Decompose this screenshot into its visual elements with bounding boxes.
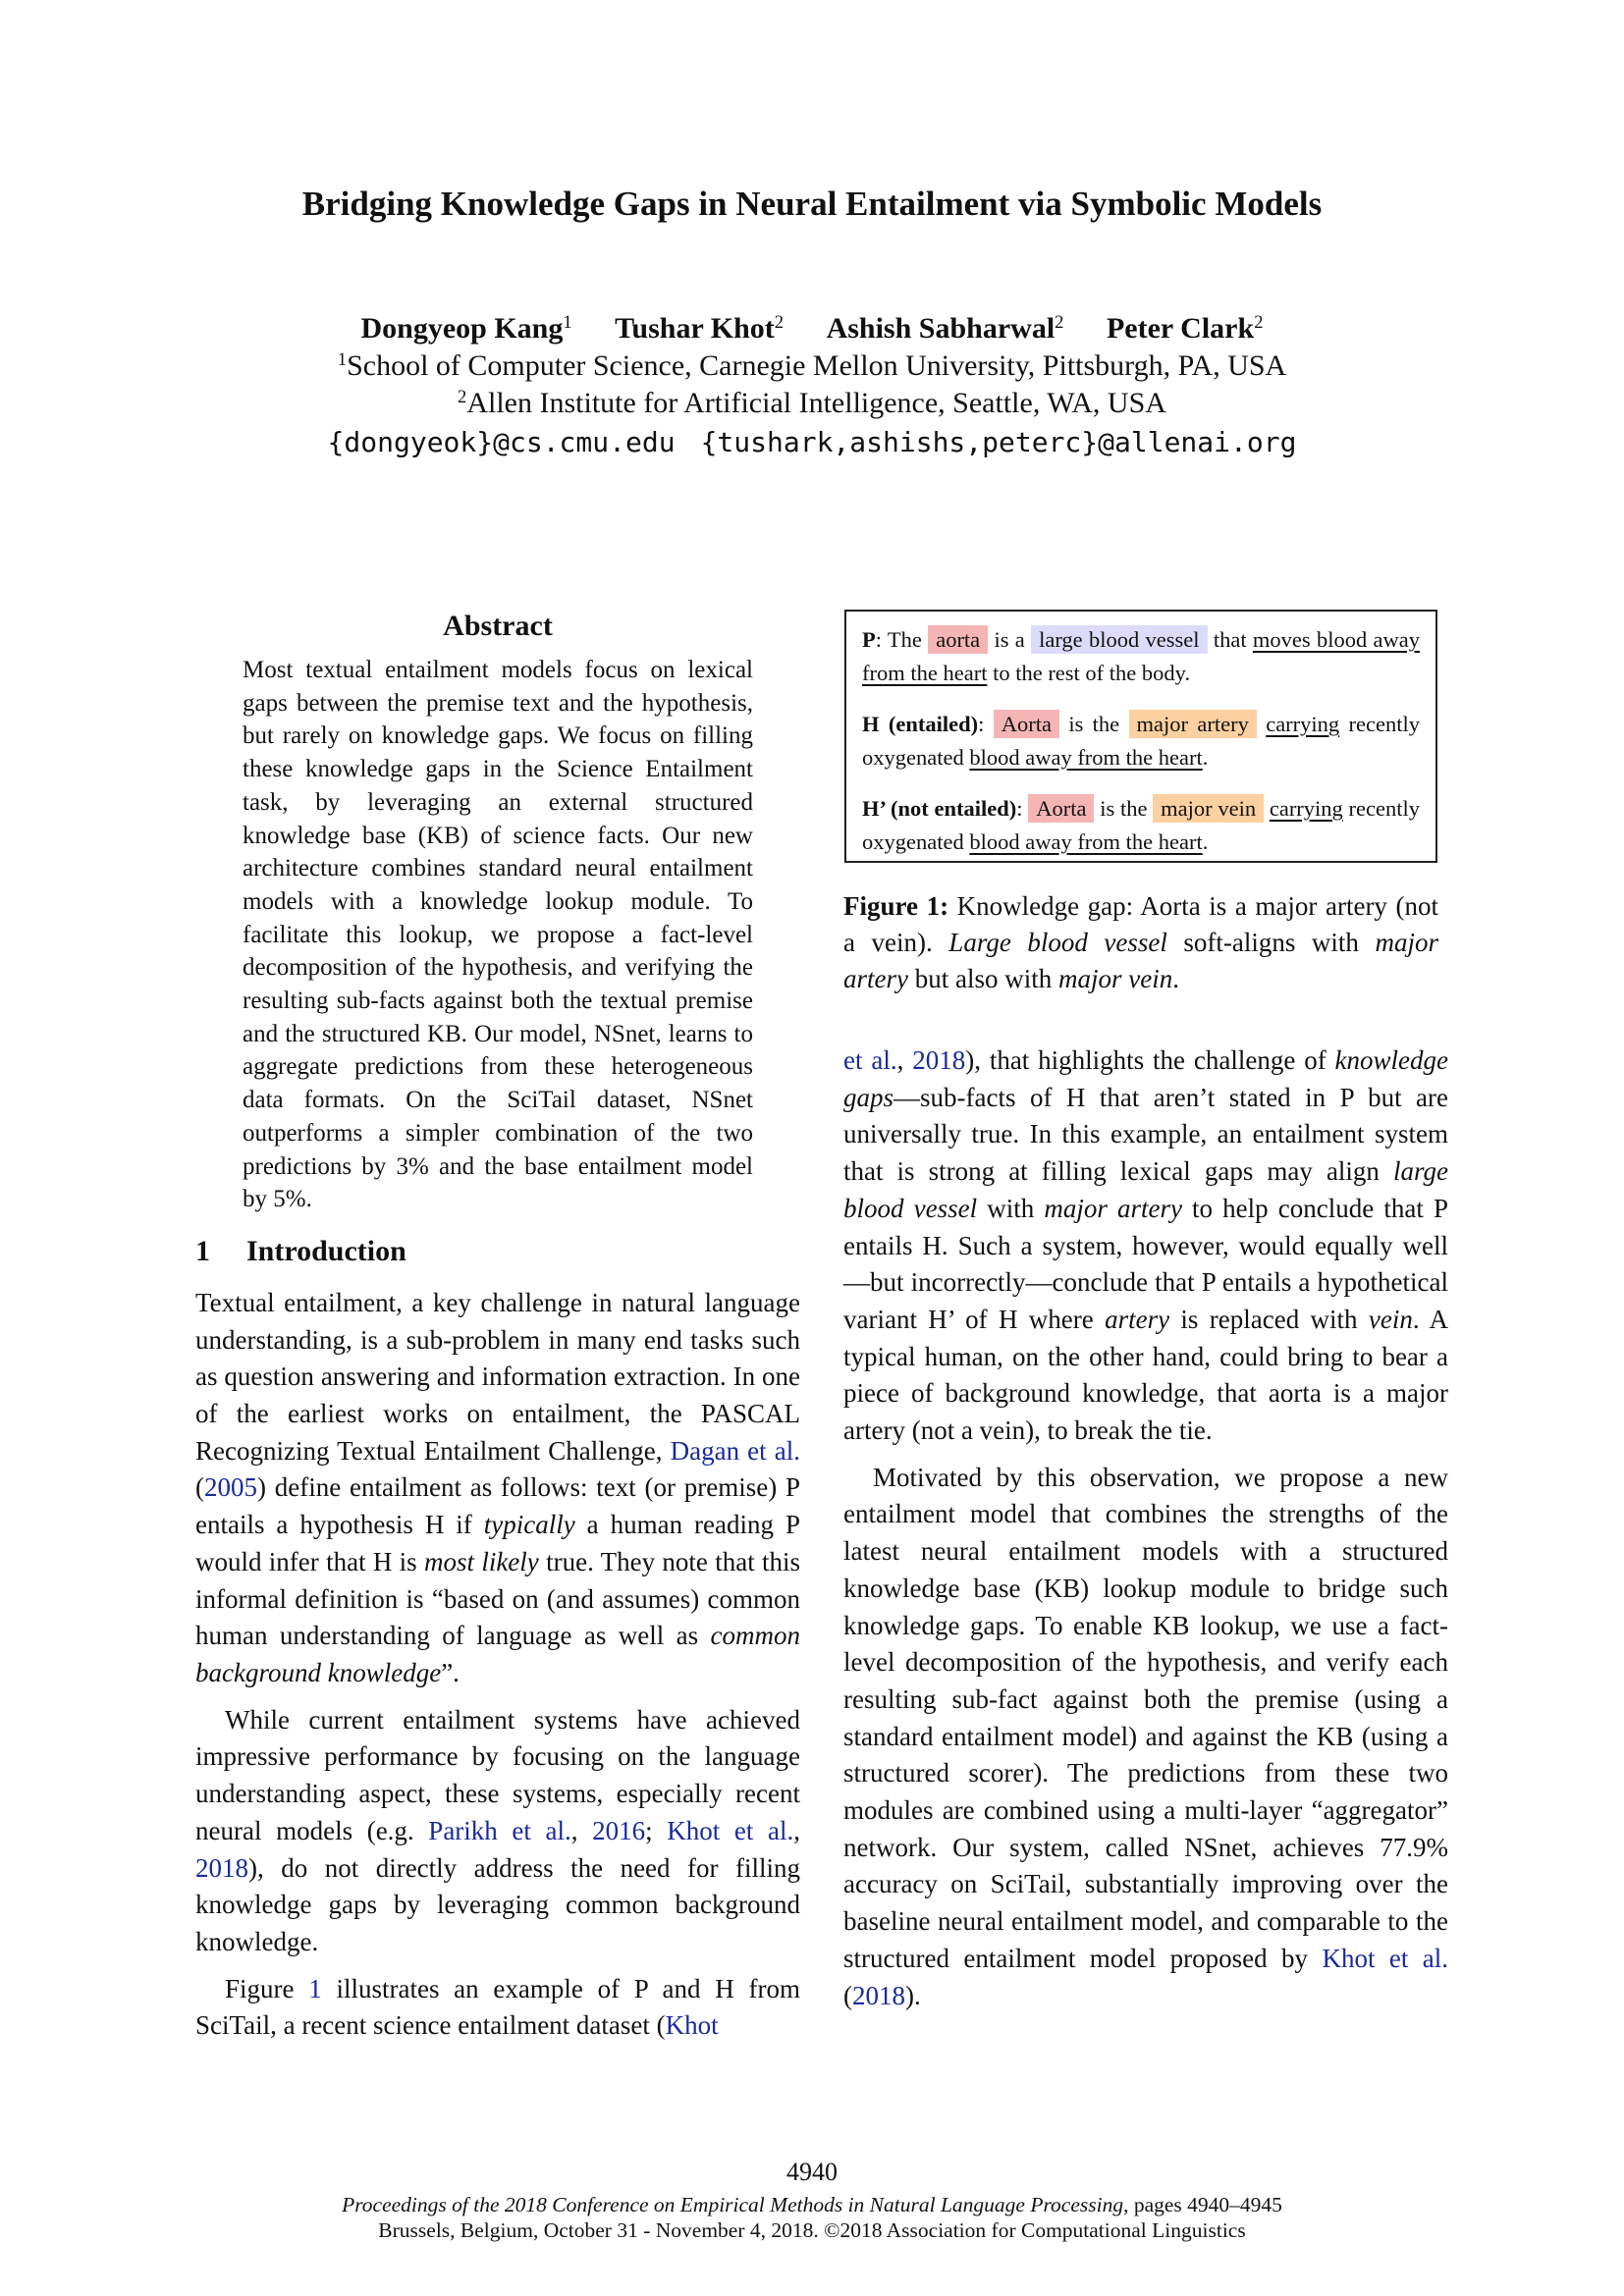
paragraph: Textual entailment, a key challenge in natural language understanding, is a sub-problem in many end tasks such as question answering and information extraction. In one of the earliest works on entailment, the PASCAL Recognizing Textual Entailment Challenge, Dagan et al. (2005) define entailment as follows: text (or premise) P entails a hypothesis H if typically a human reading P would infer that H is most likely true. They note that this informal definition is “based on (and assumes) common human understanding of language as well as common background knowledge”. (195, 1287, 801, 1687)
highlight: major artery (1129, 710, 1257, 738)
citation-link[interactable]: 2018 (912, 1045, 966, 1075)
page-number: 4940 (786, 2158, 838, 2186)
highlight: aorta (928, 625, 988, 654)
highlight: major vein (1153, 794, 1264, 823)
highlight: Aorta (1028, 794, 1094, 823)
author-list (0, 312, 1624, 346)
affiliation: $^2$Allen Institute for Artificial Intelligence, Seattle, WA, USA (458, 386, 1166, 419)
abstract-body: Most textual entailment models focus on lexical gaps between the premise text and the hypothesis, but rarely on knowledge gaps. We focus on filling these knowledge gaps in the Science Entailment task, by leveraging an external structured knowledge base (KB) of science facts. Our new architecture combines standard neural entailment models with a knowledge lookup module. To facilitate this lookup, we propose a fact-level decomposition of the hypothesis, and verifying the resulting sub-facts against both the textual premise and the structured KB. Our model, NSnet, learns to aggregate predictions from these heterogeneous data formats. On the SciTail dataset, NSnet outperforms a simpler combination of the two predictions by 3% and the base entailment model by 5%. (243, 657, 753, 1213)
venue-line: Brussels, Belgium, October 31 - November 4, 2018. ©2018 Association for Computational Linguistics (378, 2218, 1246, 2242)
right-column (843, 1042, 1448, 2014)
citation-link[interactable]: 2018 (852, 1980, 905, 2010)
citation-link[interactable]: Khot et al. (667, 1815, 794, 1845)
premise-example: P: The aorta is a large blood vessel that moves blood away from the heart to the rest of the body. (862, 627, 1420, 685)
figure-reference-link[interactable]: 1 (308, 1973, 322, 2003)
hypothesis-prime-example: H’ (not entailed): Aorta is the major vein carrying recently oxygenated blood away from the heart. (862, 796, 1420, 854)
proceedings-line: Proceedings of the 2018 Conference on Empirical Methods in Natural Language Processing, pages 4940–4945 (342, 2193, 1282, 2216)
paragraph: Figure 1 illustrates an example of P and H from SciTail, a recent science entailment dataset (Khot (195, 1973, 800, 2041)
highlight: Aorta (994, 710, 1059, 738)
paper-title: Bridging Knowledge Gaps in Neural Entailment via Symbolic Models (301, 185, 1323, 223)
author: Ashish Sabharwal$^2$ (826, 311, 1064, 345)
citation-link[interactable]: Dagan et al. (670, 1435, 800, 1466)
section-heading: 1 Introduction (195, 1234, 406, 1267)
paragraph: While current entailment systems have achieved impressive performance by focusing on the language understanding aspect, these systems, especially recent neural models (e.g. Parikh et al., 2016; Khot et al., 2018), do not directly address the need for filling knowledge gaps by leveraging common background knowledge. (195, 1704, 800, 1956)
hypothesis-example: H (entailed): Aorta is the major artery carrying recently oxygenated blood away from the heart. (862, 712, 1420, 770)
citation-link[interactable]: Khot (665, 2010, 719, 2041)
figure-1-caption: Figure 1: Knowledge gap: Aorta is a major artery (not a vein). Large blood vessel soft-aligns with major artery but also with major vein. (843, 891, 1438, 993)
abstract-heading: Abstract (443, 610, 553, 642)
citation-link[interactable]: et al. (843, 1045, 897, 1075)
figure-1-box (844, 610, 1437, 863)
email[interactable]: {tushark,ashishs,peterc}@allenai.org (700, 426, 1297, 458)
citation-link[interactable]: Khot et al. (1322, 1943, 1448, 1973)
author: Tushar Khot$^2$ (615, 311, 785, 345)
author: Dongyeop Kang$^1$ (360, 311, 572, 345)
paragraph: et al., 2018), that highlights the challenge of knowledge gaps—sub-facts of H that aren’t stated in P but are universally true. In this example, an entailment system that is strong at filling lexical gaps may align large blood vessel with major artery to help conclude that P entails H. Such a system, however, would equally well—but incorrectly—conclude that P entails a hypothetical variant H’ of H where artery is replaced with vein. A typical human, on the other hand, could bring to bear a piece of background knowledge, that aorta is a major artery (not a vein), to break the tie. (843, 1045, 1449, 1446)
citation-link[interactable]: 2018 (195, 1852, 248, 1883)
email[interactable]: {dongyeok}@cs.cmu.edu (327, 426, 676, 458)
author: Peter Clark$^2$ (1106, 311, 1264, 345)
paragraph: Motivated by this observation, we propose a new entailment model that combines the strengths of the latest neural entailment models with a structured knowledge base (KB) lookup module to bridge such knowledge gaps. To enable KB lookup, we use a fact-level decomposition of the hypothesis, and verify each resulting sub-fact against both the premise (using a standard entailment model) and against the KB (using a structured scorer). The predictions from these two modules are combined using a multi-layer “aggregator” network. Our system, called NSnet, achieves 77.9% accuracy on SciTail, substantially improving over the baseline neural entailment model, and comparable to the structured entailment model proposed by Khot et al. (2018). (843, 1462, 1448, 2010)
author-emails (0, 426, 1624, 458)
citation-link[interactable]: Parikh et al. (428, 1815, 571, 1845)
left-column (195, 607, 800, 2045)
highlight: large blood vessel (1031, 625, 1207, 654)
citation-link[interactable]: 2005 (204, 1472, 257, 1503)
citation-link[interactable]: 2016 (592, 1815, 646, 1845)
affiliation: $^1$School of Computer Science, Carnegie Mellon University, Pittsburgh, PA, USA (337, 348, 1287, 382)
